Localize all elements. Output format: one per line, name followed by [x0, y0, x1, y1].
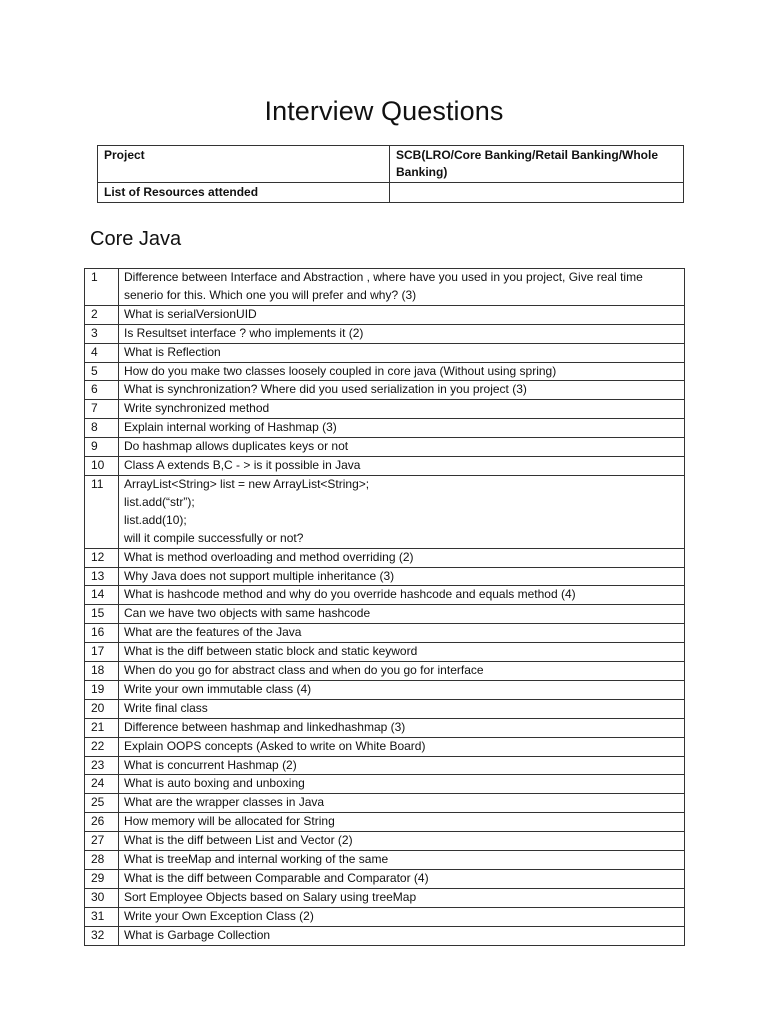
question-text: Difference between Interface and Abstraction , where have you used in you project, Give real time senerio for this. Which one you will prefer and why? (3) — [119, 269, 685, 306]
question-number: 13 — [85, 567, 119, 586]
question-text: What is Garbage Collection — [119, 926, 685, 945]
question-number: 9 — [85, 438, 119, 457]
question-text: How memory will be allocated for String — [119, 813, 685, 832]
question-row — [85, 567, 685, 586]
question-number: 4 — [85, 343, 119, 362]
question-text: Write synchronized method — [119, 400, 685, 419]
question-text: Do hashmap allows duplicates keys or not — [119, 438, 685, 457]
questions-table — [84, 268, 685, 946]
question-row — [85, 737, 685, 756]
question-row — [85, 662, 685, 681]
question-number: 19 — [85, 680, 119, 699]
question-text: What is treeMap and internal working of the same — [119, 851, 685, 870]
question-row — [85, 362, 685, 381]
question-text: Why Java does not support multiple inheritance (3) — [119, 567, 685, 586]
question-row — [85, 586, 685, 605]
question-text: Write your own immutable class (4) — [119, 680, 685, 699]
question-number: 10 — [85, 457, 119, 476]
question-number: 31 — [85, 907, 119, 926]
question-number: 3 — [85, 324, 119, 343]
question-number: 16 — [85, 624, 119, 643]
question-number: 30 — [85, 888, 119, 907]
question-text: What is serialVersionUID — [119, 305, 685, 324]
question-row — [85, 605, 685, 624]
question-row — [85, 305, 685, 324]
question-row — [85, 381, 685, 400]
question-number: 32 — [85, 926, 119, 945]
question-text: Explain internal working of Hashmap (3) — [119, 419, 685, 438]
question-number: 5 — [85, 362, 119, 381]
question-row — [85, 851, 685, 870]
question-row — [85, 870, 685, 889]
project-value: SCB(LRO/Core Banking/Retail Banking/Whole Banking) — [390, 146, 684, 183]
question-text: Is Resultset interface ? who implements it (2) — [119, 324, 685, 343]
question-text: What are the features of the Java — [119, 624, 685, 643]
question-row — [85, 475, 685, 548]
question-text: Write your Own Exception Class (2) — [119, 907, 685, 926]
question-row — [85, 794, 685, 813]
question-row — [85, 926, 685, 945]
question-text: What is the diff between Comparable and Comparator (4) — [119, 870, 685, 889]
question-text: What is synchronization? Where did you used serialization in you project (3) — [119, 381, 685, 400]
question-number: 22 — [85, 737, 119, 756]
question-row — [85, 775, 685, 794]
question-number: 29 — [85, 870, 119, 889]
question-number: 26 — [85, 813, 119, 832]
question-text: Difference between hashmap and linkedhashmap (3) — [119, 718, 685, 737]
question-row — [85, 680, 685, 699]
question-number: 24 — [85, 775, 119, 794]
question-text: What is hashcode method and why do you override hashcode and equals method (4) — [119, 586, 685, 605]
question-text: What are the wrapper classes in Java — [119, 794, 685, 813]
question-text: How do you make two classes loosely coupled in core java (Without using spring) — [119, 362, 685, 381]
question-row — [85, 269, 685, 306]
question-text: What is the diff between List and Vector (2) — [119, 832, 685, 851]
question-row — [85, 813, 685, 832]
question-number: 20 — [85, 699, 119, 718]
document-title: Interview Questions — [264, 96, 504, 126]
question-number: 25 — [85, 794, 119, 813]
question-row — [85, 756, 685, 775]
question-row — [85, 907, 685, 926]
question-text: What is auto boxing and unboxing — [119, 775, 685, 794]
question-row — [85, 888, 685, 907]
question-row — [85, 457, 685, 476]
section-heading: Core Java — [90, 228, 182, 250]
question-number: 8 — [85, 419, 119, 438]
resources-label: List of Resources attended — [98, 183, 390, 203]
question-row — [85, 699, 685, 718]
question-row — [85, 438, 685, 457]
question-number: 7 — [85, 400, 119, 419]
question-number: 27 — [85, 832, 119, 851]
question-number: 6 — [85, 381, 119, 400]
question-row — [85, 718, 685, 737]
question-text: What is concurrent Hashmap (2) — [119, 756, 685, 775]
resources-value — [390, 183, 684, 203]
question-number: 1 — [85, 269, 119, 306]
question-row — [85, 643, 685, 662]
question-number: 17 — [85, 643, 119, 662]
question-row — [85, 343, 685, 362]
project-info-table — [97, 145, 684, 203]
question-number: 15 — [85, 605, 119, 624]
question-row — [85, 832, 685, 851]
question-row — [85, 548, 685, 567]
question-text: Can we have two objects with same hashcode — [119, 605, 685, 624]
question-text: Explain OOPS concepts (Asked to write on White Board) — [119, 737, 685, 756]
question-row — [85, 400, 685, 419]
question-row — [85, 324, 685, 343]
project-label: Project — [98, 146, 390, 183]
question-row — [85, 419, 685, 438]
question-number: 11 — [85, 475, 119, 548]
question-text: Class A extends B,C - > is it possible in Java — [119, 457, 685, 476]
question-text: Sort Employee Objects based on Salary using treeMap — [119, 888, 685, 907]
question-text: What is method overloading and method overriding (2) — [119, 548, 685, 567]
question-number: 21 — [85, 718, 119, 737]
question-number: 12 — [85, 548, 119, 567]
question-number: 28 — [85, 851, 119, 870]
question-text: Write final class — [119, 699, 685, 718]
question-row — [85, 624, 685, 643]
question-number: 2 — [85, 305, 119, 324]
question-number: 18 — [85, 662, 119, 681]
project-row — [98, 146, 684, 183]
question-text: What is the diff between static block and static keyword — [119, 643, 685, 662]
question-text: When do you go for abstract class and when do you go for interface — [119, 662, 685, 681]
resources-row — [98, 183, 684, 203]
question-number: 14 — [85, 586, 119, 605]
question-text: What is Reflection — [119, 343, 685, 362]
question-number: 23 — [85, 756, 119, 775]
question-text: ArrayList<String> list = new ArrayList<String>; list.add(“str”); list.add(10); will it compile successfully or not? — [119, 475, 685, 548]
